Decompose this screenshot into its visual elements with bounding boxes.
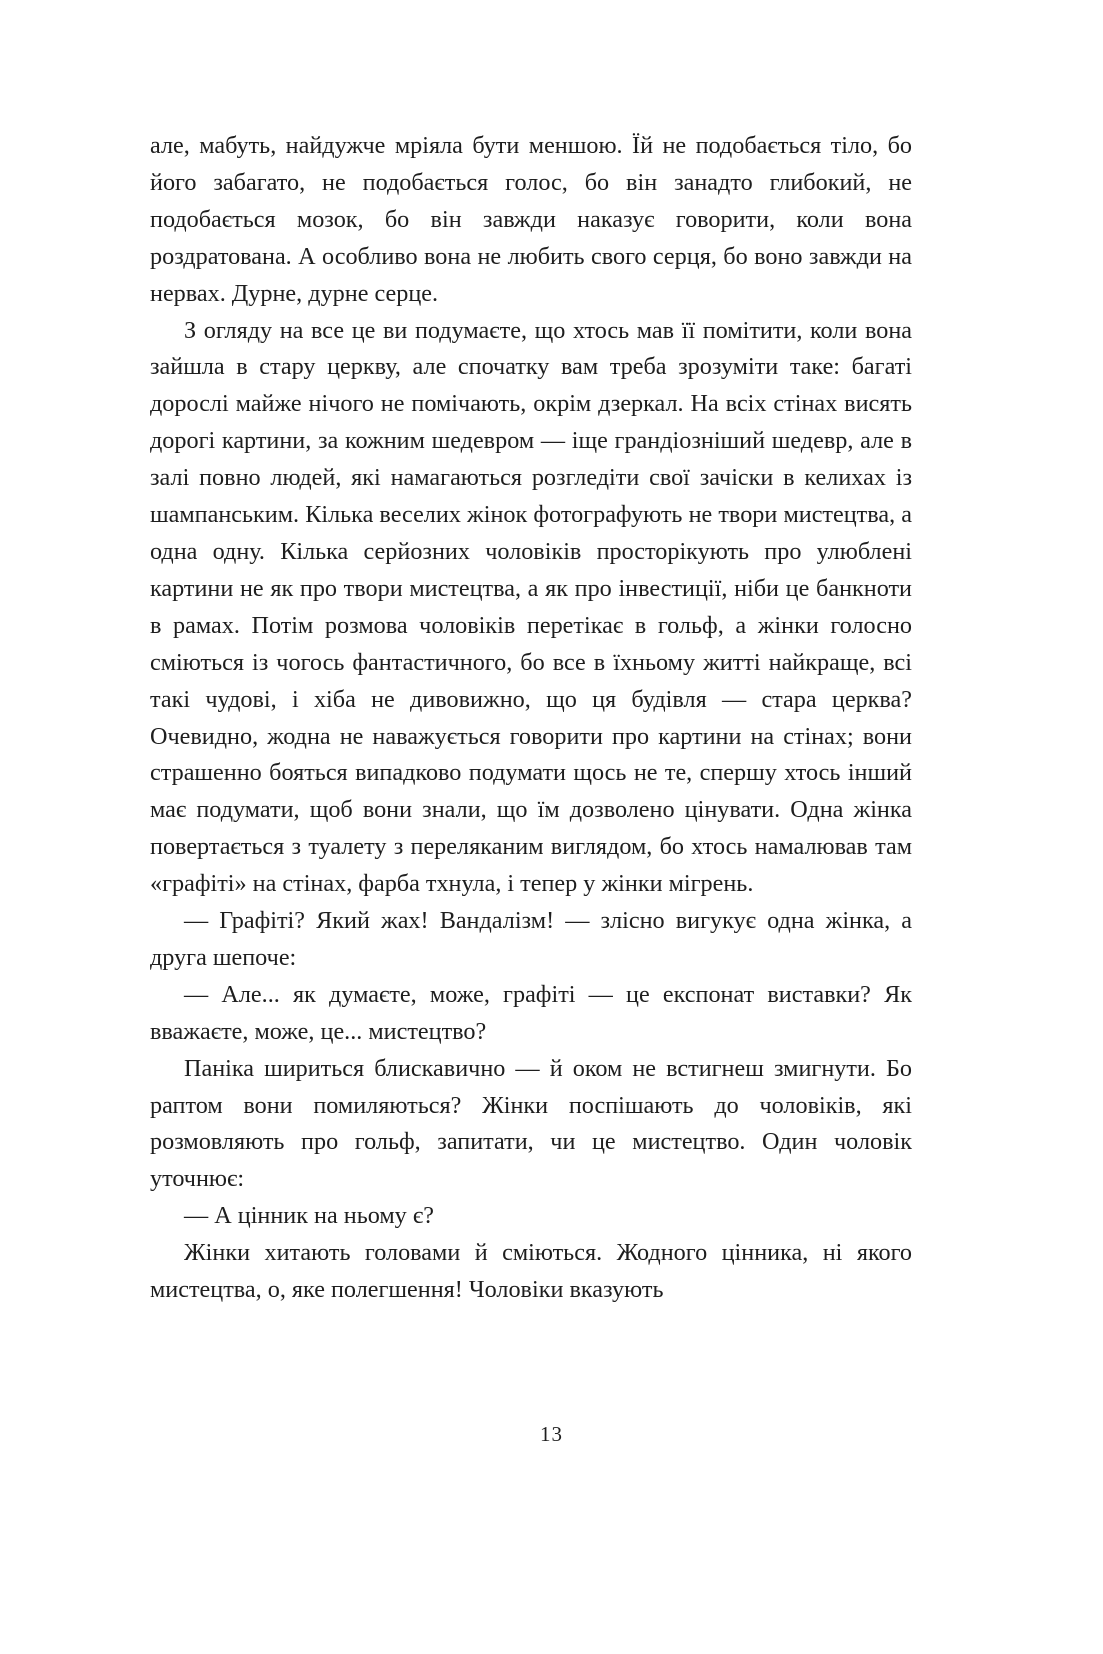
paragraph-1: але, мабуть, найдужче мріяла бути меншою. Їй не подобається тіло, бо його забагато, не подобається голос, бо він занадто глибокий, не подобається мозок, бо він завжди наказує говорити, коли вона роздратована. А особливо вона не любить свого серця, бо воно завжди на нервах. Дурне, дурне серце.: [150, 132, 912, 307]
page-number: 13: [540, 1422, 563, 1446]
page-body: [150, 128, 912, 1309]
paragraph-7: Жінки хитають головами й сміються. Жодного цінника, ні якого мистецтва, о, яке полегшення! Чоловіки вказують: [150, 1239, 912, 1304]
paragraph-4-dialogue: — Але... як думаєте, може, графіті — це експонат виставки? Як вважаєте, може, це... мистецтво?: [150, 980, 912, 1045]
paragraph-5: Паніка шириться блискавично — й оком не встигнеш змигнути. Бо раптом вони помиляються? Жінки поспішають до чоловіків, які розмовляють про гольф, запитати, чи це мистецтво. Один чоловік уточнює:: [150, 1054, 912, 1193]
paragraph-6-dialogue: — А цінник на ньому є?: [184, 1202, 434, 1230]
paragraph-2: З огляду на все це ви подумаєте, що хтось мав її помітити, коли вона зайшла в стару церкву, але спочатку вам треба зрозуміти таке: багаті дорослі майже нічого не помічають, окрім дзеркал. На всіх стінах висять дорогі картини, за кожним шедевром — іще грандіозніший шедевр, але в залі повно людей, які намагаються розгледіти свої зачіски в келихах із шампанським. Кілька веселих жінок фотографують не твори мистецтва, а одна одну. Кілька серйозних чоловіків просторікують про улюблені картини не як про твори мистецтва, а як про інвестиції, ніби це банкноти в рамах. Потім розмова чоловіків перетікає в гольф, а жінки голосно сміються із чогось фантастичного, бо все в їхньому житті найкраще, всі такі чудові, і хіба не дивовижно, що ця будівля — стара церква? Очевидно, жодна не наважується говорити про картини на стінах; вони страшенно бояться випадково подумати щось не те, спершу хтось інший має подумати, щоб вони знали, що їм дозволено цінувати. Одна жінка повертається з туалету з переляканим виглядом, бо хтось намалював там «графіті» на стінах, фарба тхнула, і тепер у жінки мігрень.: [150, 316, 912, 898]
paragraph-3-dialogue: — Графіті? Який жах! Вандалізм! — злісно вигукує одна жінка, а друга шепоче:: [150, 907, 912, 971]
